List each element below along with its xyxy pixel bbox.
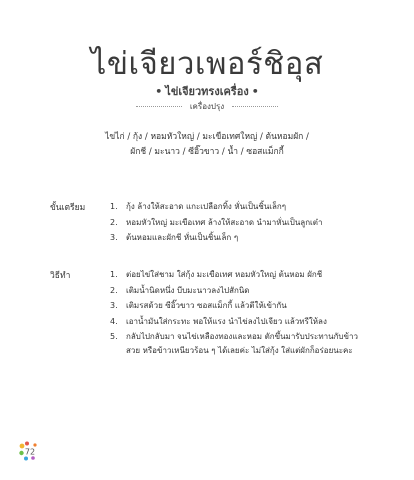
step-number: 1. — [110, 202, 118, 211]
list-item — [110, 330, 370, 358]
step-text: หอมหัวใหญ่ มะเขือเทศ ล้างให้สะอาด นำมาหั่นเป็นลูกเต๋า — [126, 217, 323, 227]
badge-dot-icon — [20, 444, 25, 449]
step-text: เติมรสด้วย ซีอิ๊วขาว ซอสแม็กกี้ แล้วตีให้เข้ากัน — [126, 301, 287, 310]
dotted-divider — [136, 106, 182, 107]
ingredients-line: ไข่ไก่ / กุ้ง / หอมหัวใหญ่ / มะเขือเทศใหญ่ / ต้นหอมผัก / — [105, 132, 309, 142]
list-item — [110, 268, 370, 282]
step-text: ต้นหอมและผักชี หั่นเป็นชิ้นเล็ก ๆ — [126, 233, 239, 242]
bullet-icon: • — [155, 85, 163, 98]
ingredients-list — [0, 130, 414, 160]
step-text: เติมน้ำนิดหนึ่ง บีบมะนาวลงไปสักนิด — [126, 285, 250, 295]
list-item — [110, 200, 370, 214]
step-number: 2. — [110, 285, 118, 295]
badge-dot-icon — [19, 451, 23, 455]
dotted-divider — [232, 106, 278, 107]
page-title: ไข่เจียวเพอร์ชิอุส — [90, 46, 324, 82]
list-item — [110, 315, 370, 329]
prep-section-label: ขั้นเตรียม — [50, 203, 86, 213]
badge-dot-icon — [33, 443, 36, 446]
prep-steps — [110, 200, 370, 247]
step-text: กุ้ง ล้างให้สะอาด แกะเปลือกทิ้ง หั่นเป็นชิ้นเล็กๆ — [126, 202, 287, 211]
badge-dot-icon — [24, 457, 28, 461]
list-item — [110, 299, 370, 313]
ingredients-line: ผักชี / มะนาว / ซีอิ๊วขาว / น้ำ / ซอสแม็กกี้ — [130, 147, 284, 157]
step-text: เอาน้ำมันใส่กระทะ พอให้แรง นำไข่ลงไปเจียว แล้วทรีให้ลง — [126, 316, 327, 326]
badge-dot-icon — [25, 442, 29, 446]
page-number: 72 — [24, 447, 36, 457]
method-steps — [110, 268, 370, 360]
list-item — [110, 216, 370, 230]
step-number: 2. — [110, 217, 118, 227]
method-section-label: วิธีทำ — [50, 271, 71, 281]
step-number: 3. — [110, 301, 118, 310]
list-item — [110, 284, 370, 298]
step-text: ต่อยไข่ใส่ชาม ใส่กุ้ง มะเขือเทศ หอมหัวใหญ่ ต้นหอม ผักชี — [126, 270, 323, 279]
step-number: 4. — [110, 316, 118, 326]
step-number: 3. — [110, 233, 118, 242]
page-subtitle — [0, 82, 414, 100]
ingredients-heading — [0, 100, 414, 113]
list-item — [110, 231, 370, 245]
badge-dot-icon — [31, 456, 35, 460]
bullet-icon: • — [251, 85, 259, 98]
page-number-badge — [18, 440, 40, 462]
ingredients-heading-text: เครื่องปรุง — [189, 102, 225, 111]
step-number: 5. — [110, 332, 118, 341]
step-text: กลับไปกลับมา จนไข่เหลืองทองและหอม ตักขึ้นมารับประทานกับข้าวสวย หรือข้าวเหนียวร้อน ๆ ได้เลยค่ะ ไม่ใส่กุ้ง ใส่แต่ผักก็อร่อยนะคะ — [126, 332, 358, 355]
subtitle-text: ไข่เจียวทรงเครื่อง — [165, 85, 249, 98]
step-number: 1. — [110, 270, 118, 279]
